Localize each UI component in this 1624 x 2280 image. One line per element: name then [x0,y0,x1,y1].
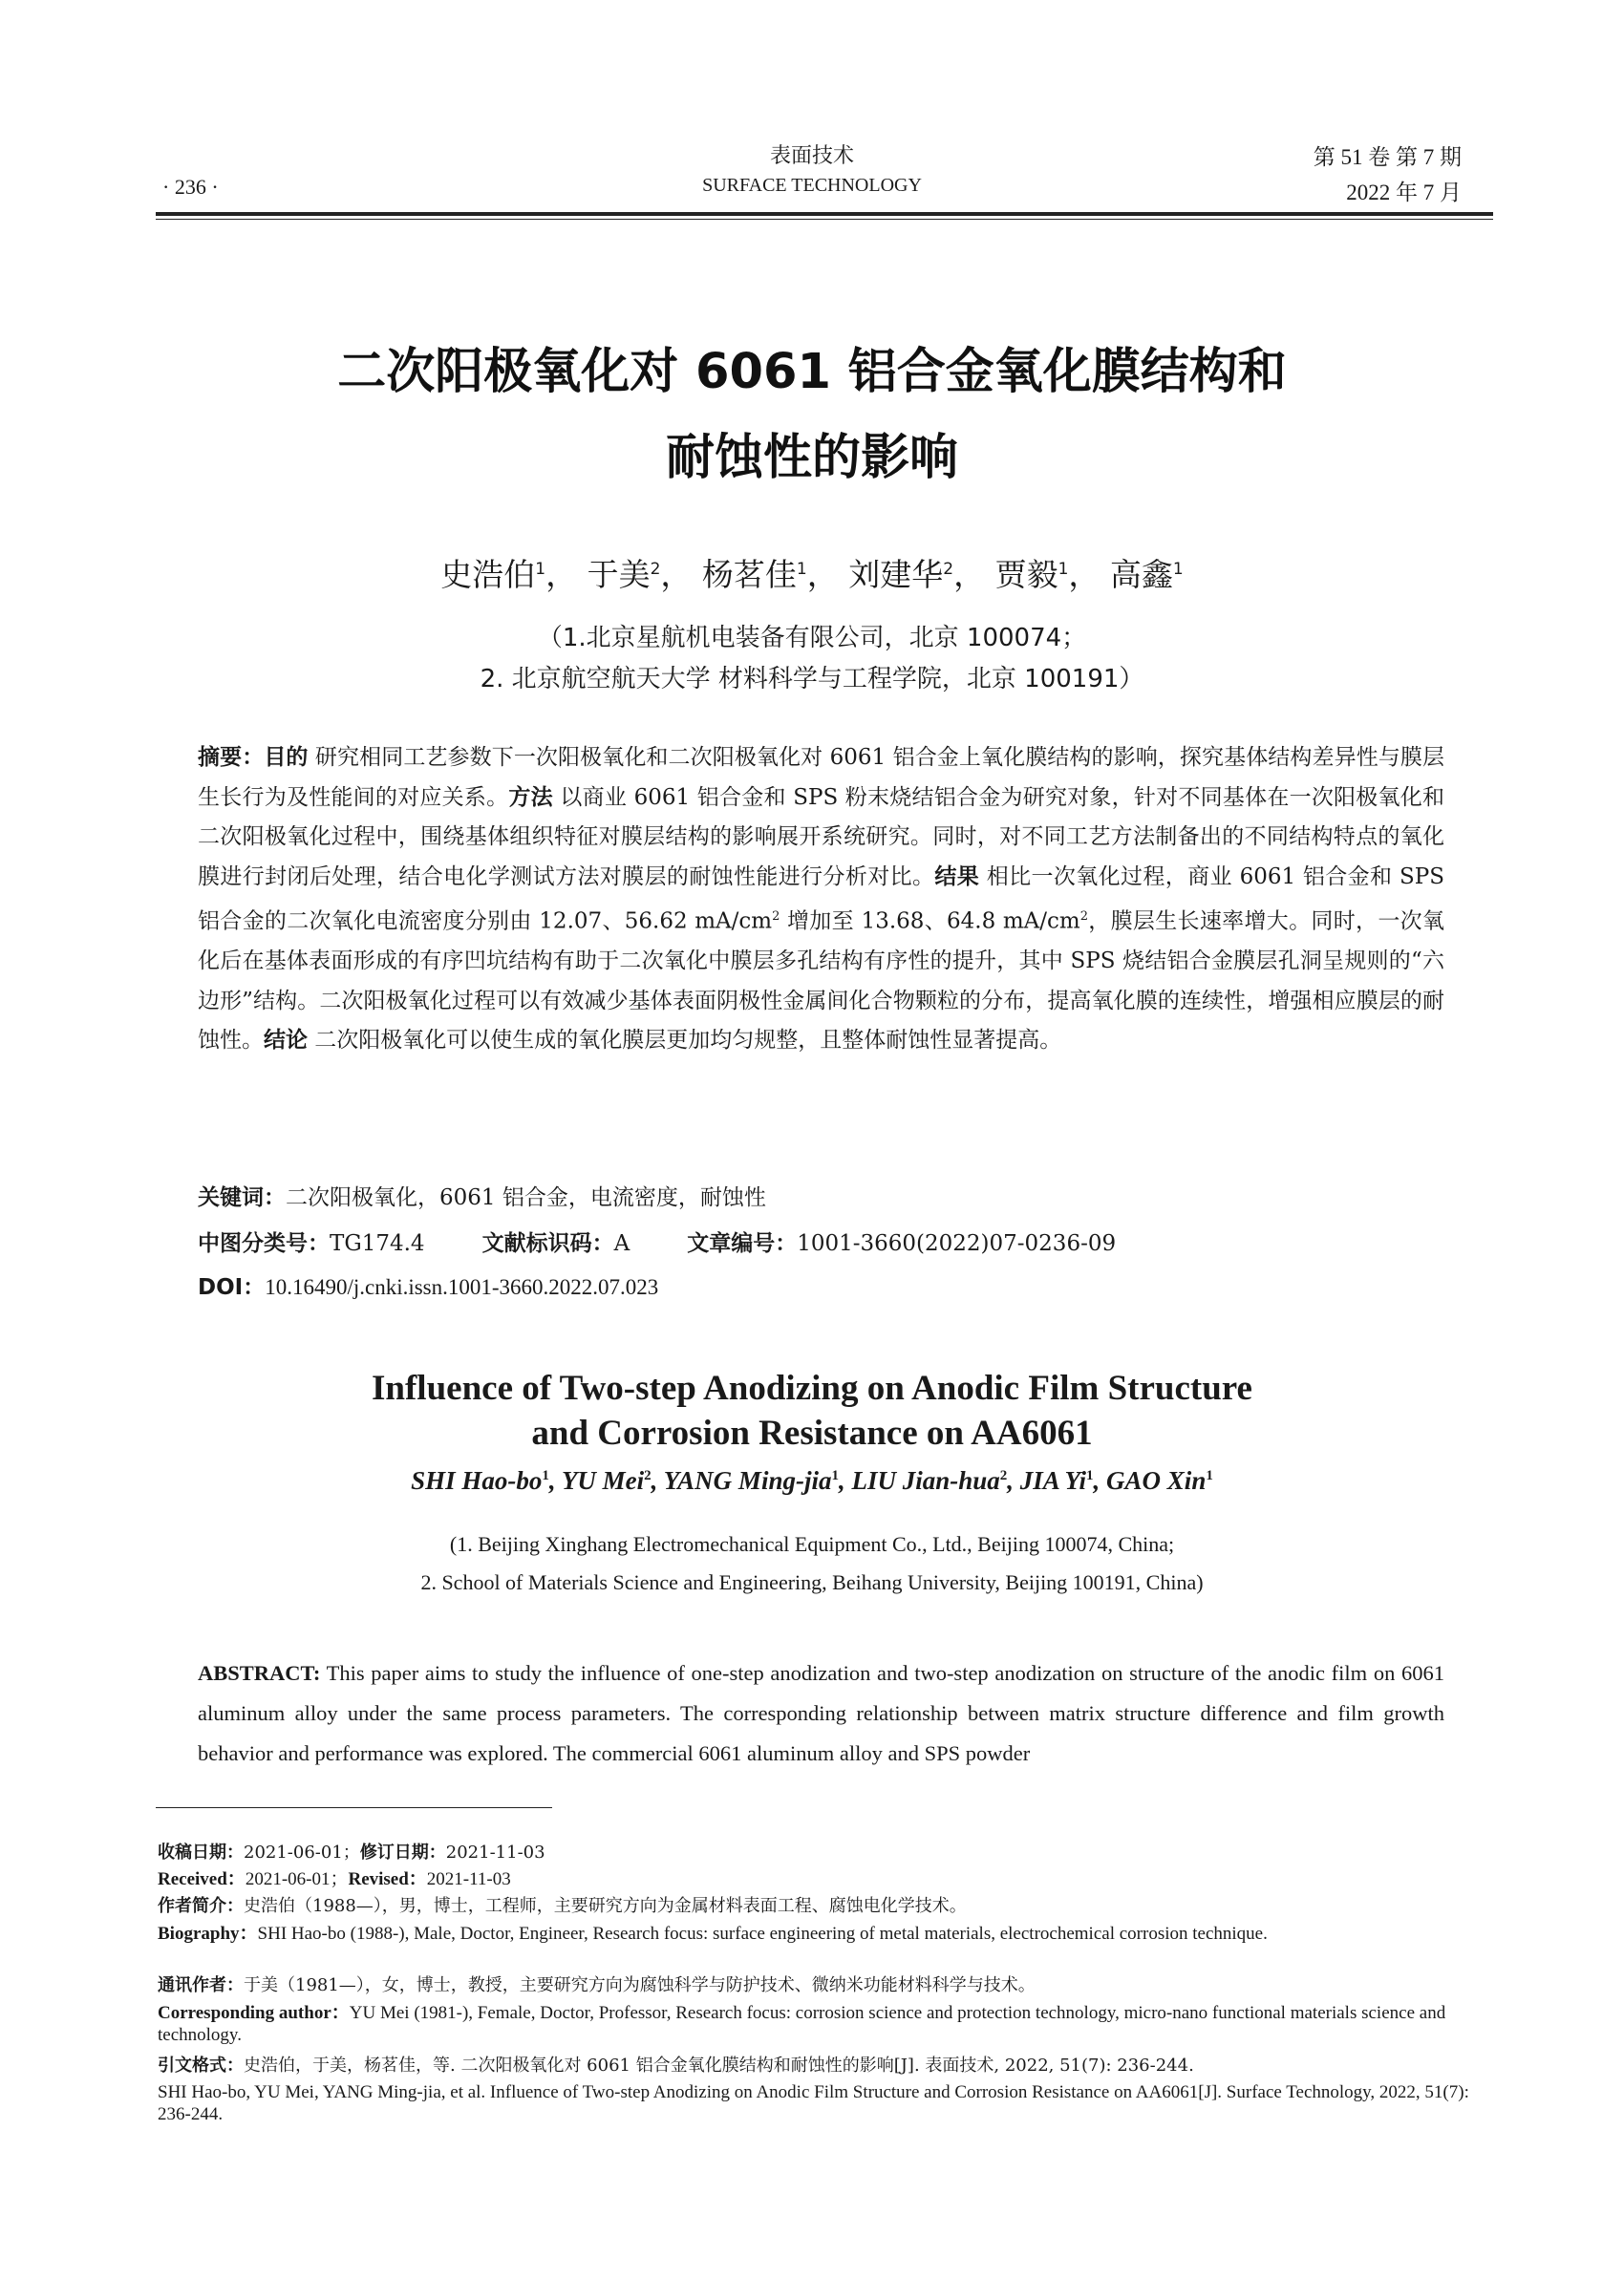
keywords-label: 关键词： [198,1185,286,1210]
corr-cn-text: 于美（1981—），女，博士，教授，主要研究方向为腐蚀科学与防护技术、微纳米功能材料科学与技术。 [244,1975,1036,1995]
author-name: 杨茗佳 [701,556,797,593]
keywords-value: 二次阳极氧化，6061 铝合金，电流密度，耐蚀性 [286,1185,766,1210]
volume-issue: 第 51 卷 第 7 期 [1313,145,1462,169]
footnote-cite-cn [158,2055,1490,2077]
purpose-text: 研究相同工艺参数下一次阳极氧化和二次阳极氧化对 6061 铝合金上氧化膜结构的影响，探究基体结构差异性与膜层生长行为及性能间的对应关系。 [198,745,1445,810]
bio-cn-text: 史浩伯（1988—），男，博士，工程师，主要研究方向为金属材料表面工程、腐蚀电化学技术。 [244,1896,967,1916]
corr-cn-label: 通讯作者： [158,1975,244,1995]
doc-code-label: 文献标识码： [481,1231,614,1256]
author-list-en: SHI Hao-$bo^1$, YU Mei$^2$, YANG Ming-jia$^1$, LIU Jian-hua$^2$, JIA Yi$^1$, GAO Xin$^1$ [411,1466,1213,1495]
doi-line [198,1269,658,1301]
author-name: 于美 [587,556,651,593]
journal-name-en: SURFACE TECHNOLOGY [702,175,922,196]
conclusion-label: 结论 [264,1028,308,1054]
author-affiliation-mark: 1 [1086,1468,1094,1483]
header-rule-thin [156,219,1493,220]
received-cn-date: 2021-06-01； [244,1843,360,1863]
title-cn-line2: 耐蚀性的影响 [665,430,958,486]
affiliation-cn-line2: 2. 北京航空航天大学 材料科学与工程学院，北京 100191） [480,665,1144,693]
author-affiliation-mark: 1 [1058,560,1069,579]
abstract-cn [198,738,1444,1061]
footnote-bio-en [158,1923,1490,1945]
bio-cn-label: 作者简介： [158,1896,244,1916]
revised-en-label: Revised： [348,1869,427,1889]
affiliations-en [153,1525,1471,1602]
classification-line [198,1225,1116,1257]
author-affiliation-mark: 1 [542,1468,549,1483]
affiliation-en-line2: 2. School of Materials Science and Engineering, Beihang University, Beijing 100191, China) [420,1570,1204,1594]
doi-label: DOI： [198,1275,266,1300]
superscript: 2 [772,909,780,924]
abstract-en [198,1653,1444,1774]
received-en-label: Received： [158,1869,246,1889]
method-text: 以商业 6061 铝合金和 SPS 粉末烧结铝合金为研究对象，针对不同基体在一次阳极氧化和二次阳极氧化过程中，围绕基体组织特征对膜层结构的影响展开系统研究。同时，对不同工艺方法制备出的不同结构特点的氧化膜进行封闭后处理，结合电化学测试方法对膜层的耐蚀性能进行分析对比。 [198,784,1445,889]
author-name-en: JIA Yi [1019,1466,1087,1495]
author-affiliation-mark: 1 [831,1468,839,1483]
author-affiliation-mark: 1 [1172,560,1184,579]
received-cn-label: 收稿日期： [158,1843,244,1863]
cite-cn-label: 引文格式： [158,2056,244,2076]
footnote-received-cn [158,1842,1490,1864]
footnote-corr-cn [158,1974,1490,1996]
author-affiliation-mark: 2 [999,1468,1008,1483]
footnote-received-en [158,1868,1490,1890]
article-no-label: 文章编号： [687,1231,798,1256]
issue-date: 2022 年 7 月 [1346,181,1462,204]
corr-en-label: Corresponding author： [158,2003,350,2023]
result-text: 相比一次氧化过程，商业 6061 铝合金和 SPS 铝合金的二次氧化电流密度分别由 12.07、56.62 mA/cm [198,863,1445,934]
conclusion-text: 二次阳极氧化可以使生成的氧化膜层更加均匀规整，且整体耐蚀性显著提高。 [308,1028,1062,1054]
revised-en-date: 2021-11-03 [426,1869,511,1889]
footnote-corr-en [158,2002,1490,2046]
page-number: · 236 · [162,175,219,199]
abstract-cn-label: 摘要： [198,745,265,770]
revised-cn-label: 修订日期： [359,1843,446,1863]
affiliations-cn [153,618,1471,700]
author-name-en: GAO Xin [1106,1466,1207,1495]
title-en-line1: Influence of Two-step Anodizing on Anodic Film Structure [372,1369,1252,1408]
result-text: 增加至 13.68、64.8 mA/cm [780,908,1080,934]
doc-code-value: A [613,1231,630,1256]
header-rule [156,212,1493,216]
bio-en-text: SHI Hao-bo (1988-), Male, Doctor, Engineer, Research focus: surface engineering of metal materials, electrochemical corrosion technique. [257,1924,1268,1944]
abstract-en-text: This paper aims to study the influence of one-step anodization and two-step anodization on structure of the anodic film on 6061 aluminum alloy under the same process parameters. The corresponding relationship between matrix structure difference and film growth behavior and performance was explored. The commercial 6061 aluminum alloy and SPS powder [198,1661,1444,1765]
superscript: 2 [1079,909,1088,924]
title-en-line2: and Corrosion Resistance on AA6061 [531,1414,1093,1453]
cite-cn-text: 史浩伯，于美，杨茗佳，等. 二次阳极氧化对 6061 铝合金氧化膜结构和耐蚀性的影响[J]. 表面技术, 2022, 51(7): 236-244. [244,2056,1194,2076]
corr-en-text: YU Mei (1981-), Female, Doctor, Professor, Research focus: corrosion science and protection technology, micro-nano functional materials science and technology. [158,2003,1446,2045]
clc-label: 中图分类号： [198,1231,330,1256]
author-affiliation-mark: 2 [644,1468,652,1483]
paper-title-cn [153,330,1471,501]
author-name-en: YU Mei [561,1466,645,1495]
bio-en-label: Biography： [158,1924,258,1944]
purpose-label: 目的 [264,745,309,770]
author-name-en: YANG Ming-jia [663,1466,832,1495]
doi-value[interactable]: 10.16490/j.cnki.issn.1001-3660.2022.07.023 [265,1275,659,1299]
author-affiliation-mark: 2 [943,560,954,579]
footnote-bio-cn [158,1895,1490,1917]
author-name: 刘建华 [848,556,944,593]
article-no-value: 1001-3660(2022)07-0236-09 [797,1231,1117,1256]
keywords [198,1180,766,1211]
author-name-en: LIU Jian-hua [851,1466,1000,1495]
paper-title-en [153,1366,1471,1456]
affiliation-en-line1: (1. Beijing Xinghang Electromechanical Equipment Co., Ltd., Beijing 100074, China; [449,1532,1175,1556]
author-name: 史浩伯 [440,556,536,593]
revised-cn-date: 2021-11-03 [445,1843,545,1863]
author-affiliation-mark: 1 [1206,1468,1213,1483]
title-cn-line1: 二次阳极氧化对 6061 铝合金氧化膜结构和 [337,344,1287,400]
author-affiliation-mark: 1 [796,560,807,579]
abstract-en-label: ABSTRACT: [198,1661,321,1685]
result-text: ，膜层生长速率增大。同时，一次氧化后在基体表面形成的有序凹坑结构有助于二次氧化中膜层多孔结构有序性的提升，其中 SPS 烧结铝合金膜层孔洞呈规则的“六边形”结构。二次阳极氧化过程可以有效减少基体表面阴极性金属间化合物颗粒的分布，提高氧化膜的连续性，增强相应膜层的耐蚀性。 [198,908,1444,1054]
author-name: 贾毅 [994,556,1058,593]
author-list-cn: 史浩伯$^1$， 于美$^2$， 杨茗佳$^1$， 刘建华$^2$， 贾毅$^1$， 高鑫$^1$ [440,556,1184,593]
received-en-date: 2021-06-01； [245,1869,349,1889]
footnote-cite-en: SHI Hao-bo, YU Mei, YANG Ming-jia, et al. Influence of Two-step Anodizing on Anodic Film Structure and Corrosion Resistance on AA6061[J]. Surface Technology, 2022, 51(7): 236-244. [158,2082,1469,2124]
author-name: 高鑫 [1109,556,1173,593]
method-label: 方法 [508,784,553,810]
journal-name-cn: 表面技术 [769,143,854,167]
footnote-rule [156,1807,552,1808]
clc-value: TG174.4 [330,1231,425,1256]
affiliation-cn-line1: （1.北京星航机电装备有限公司，北京 100074； [537,624,1087,652]
author-affiliation-mark: 1 [535,560,546,579]
result-label: 结果 [934,863,980,889]
author-affiliation-mark: 2 [650,560,661,579]
author-name-en: SHI Hao-bo [411,1466,543,1495]
